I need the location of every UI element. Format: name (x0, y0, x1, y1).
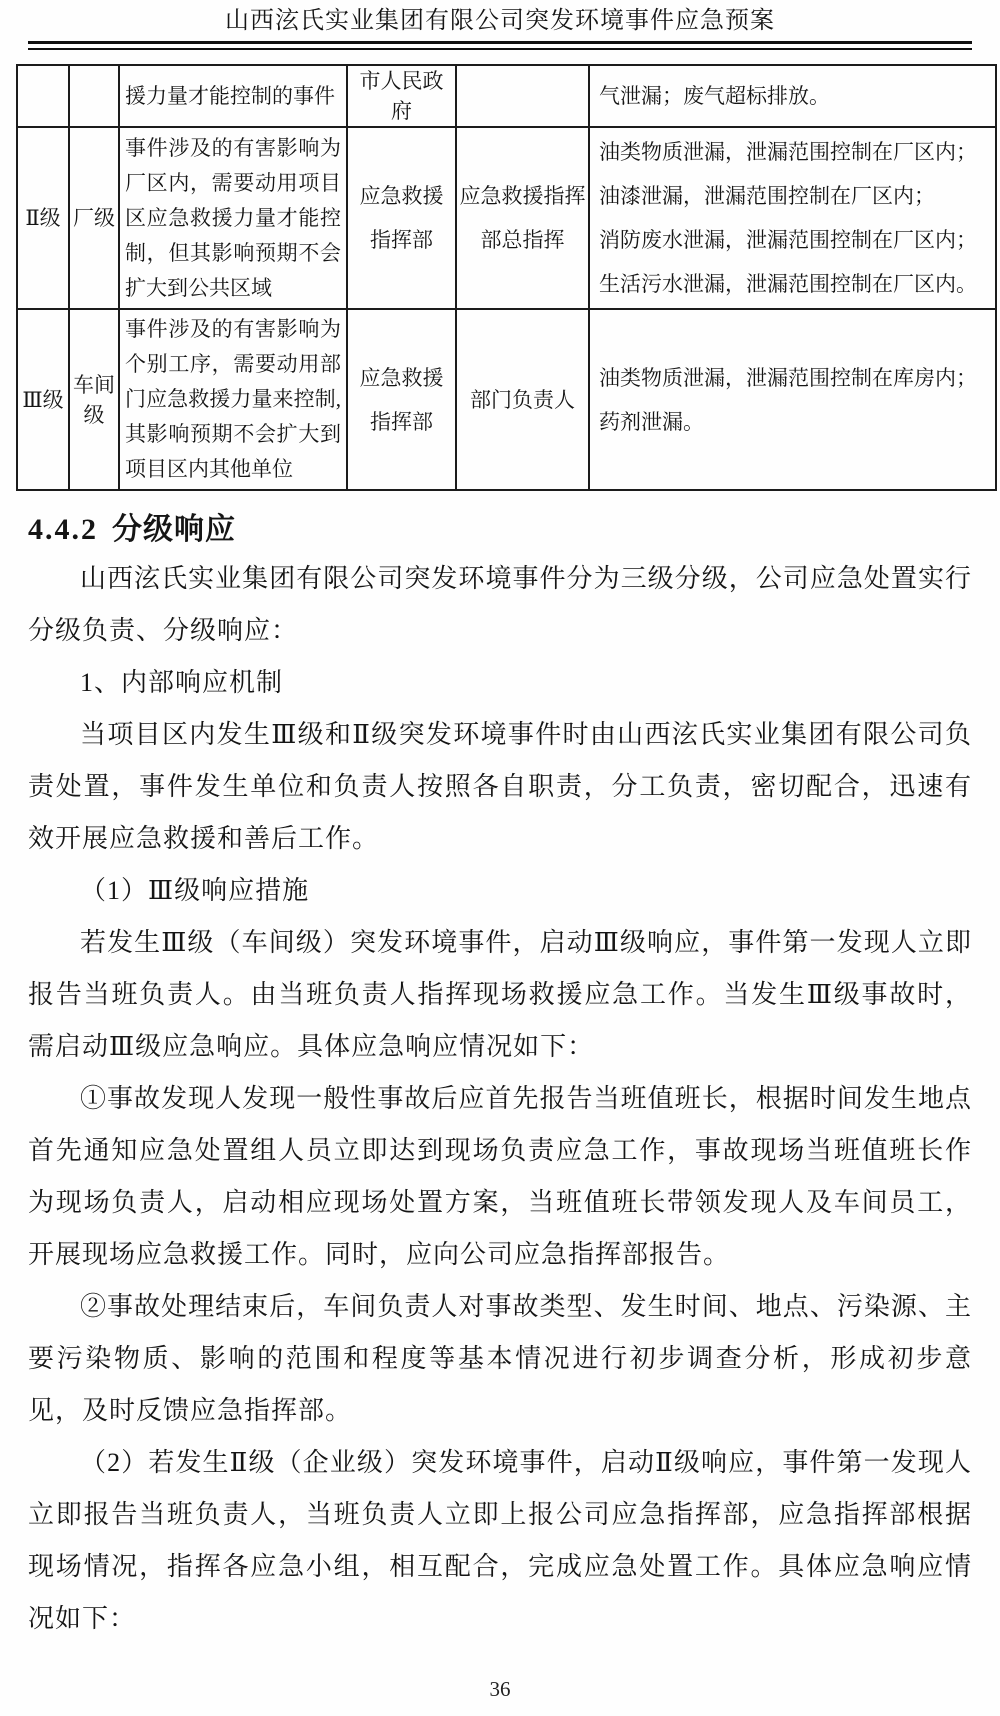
sublevel-cell (69, 65, 119, 127)
command-cell: 市人民政府 (347, 65, 456, 127)
leader-cell: 部门负责人 (456, 309, 589, 490)
example-line: 气泄漏；废气超标排放。 (599, 84, 830, 108)
example-line: 油漆泄漏，泄漏范围控制在厂区内； (599, 184, 935, 208)
paragraph: 当项目区内发生Ⅲ级和Ⅱ级突发环境事件时由山西泫氏实业集团有限公司负责处置，事件发生单位和负责人按照各自职责，分工负责，密切配合，迅速有效开展应急救援和善后工作。 (28, 720, 972, 853)
examples-cell (589, 127, 996, 309)
examples-cell (589, 309, 996, 490)
example-line: 消防废水泄漏，泄漏范围控制在厂区内； (599, 228, 977, 252)
paragraph: （1）Ⅲ级响应措施 (80, 876, 310, 905)
level-cell: Ⅱ级 (17, 127, 69, 309)
paragraph: ①事故发现人发现一般性事故后应首先报告当班值班长，根据时间发生地点首先通知应急处置组人员立即达到现场负责应急工作，事故现场当班值班长作为现场负责人，启动相应现场处置方案，当班值班长带领发现人及车间员工，开展现场应急救援工作。同时，应向公司应急指挥部报告。 (28, 1084, 972, 1269)
description-cell: 援力量才能控制的事件 (119, 65, 347, 127)
leader-cell: 应急救援指挥部总指挥 (456, 127, 589, 309)
paragraph: 1、内部响应机制 (80, 668, 284, 697)
description-cell: 事件涉及的有害影响为厂区内，需要动用项目区应急救援力量才能控制，但其影响预期不会扩大到公共区域 (119, 127, 347, 309)
example-line: 油类物质泄漏，泄漏范围控制在厂区内； (599, 140, 977, 164)
body-text (28, 553, 972, 1645)
level-cell: Ⅲ级 (17, 309, 69, 490)
paragraph: 山西泫氏实业集团有限公司突发环境事件分为三级分级，公司应急处置实行分级负责、分级响应： (28, 564, 972, 645)
document-title: 山西泫氏实业集团有限公司突发环境事件应急预案 (225, 8, 775, 34)
table-row-level3 (17, 309, 996, 490)
sublevel-cell: 厂级 (69, 127, 119, 309)
example-line: 生活污水泄漏，泄漏范围控制在厂区内。 (599, 272, 977, 296)
paragraph: 若发生Ⅲ级（车间级）突发环境事件，启动Ⅲ级响应，事件第一发现人立即报告当班负责人。由当班负责人指挥现场救援应急工作。当发生Ⅲ级事故时，需启动Ⅲ级应急响应。具体应急响应情况如下： (28, 928, 972, 1061)
description-cell: 事件涉及的有害影响为个别工序，需要动用部门应急救援力量来控制,其影响预期不会扩大到项目区内其他单位 (119, 309, 347, 490)
leader-cell (456, 65, 589, 127)
table-row-continued (17, 65, 996, 127)
header-double-rule (28, 41, 972, 50)
section-number: 4.4.2 (28, 513, 98, 546)
section-title: 分级响应 (112, 513, 236, 546)
example-line: 药剂泄漏。 (599, 409, 704, 434)
classification-table (16, 64, 997, 491)
page-number: 36 (489, 1677, 511, 1701)
level-cell (17, 65, 69, 127)
table-row-level2 (17, 127, 996, 309)
examples-cell (589, 65, 996, 127)
sublevel-cell: 车间级 (69, 309, 119, 490)
document-header (28, 0, 972, 50)
paragraph: ②事故处理结束后，车间负责人对事故类型、发生时间、地点、污染源、主要污染物质、影响的范围和程度等基本情况进行初步调查分析，形成初步意见，及时反馈应急指挥部。 (28, 1292, 972, 1425)
command-cell: 应急救援指挥部 (347, 309, 456, 490)
command-cell: 应急救援指挥部 (347, 127, 456, 309)
example-line: 油类物质泄漏，泄漏范围控制在库房内； (599, 365, 977, 390)
paragraph: （2）若发生Ⅱ级（企业级）突发环境事件，启动Ⅱ级响应，事件第一发现人立即报告当班负责人，当班负责人立即上报公司应急指挥部，应急指挥部根据现场情况，指挥各应急小组，相互配合，完成应急处置工作。具体应急响应情况如下： (28, 1448, 972, 1633)
section-heading (28, 511, 972, 549)
